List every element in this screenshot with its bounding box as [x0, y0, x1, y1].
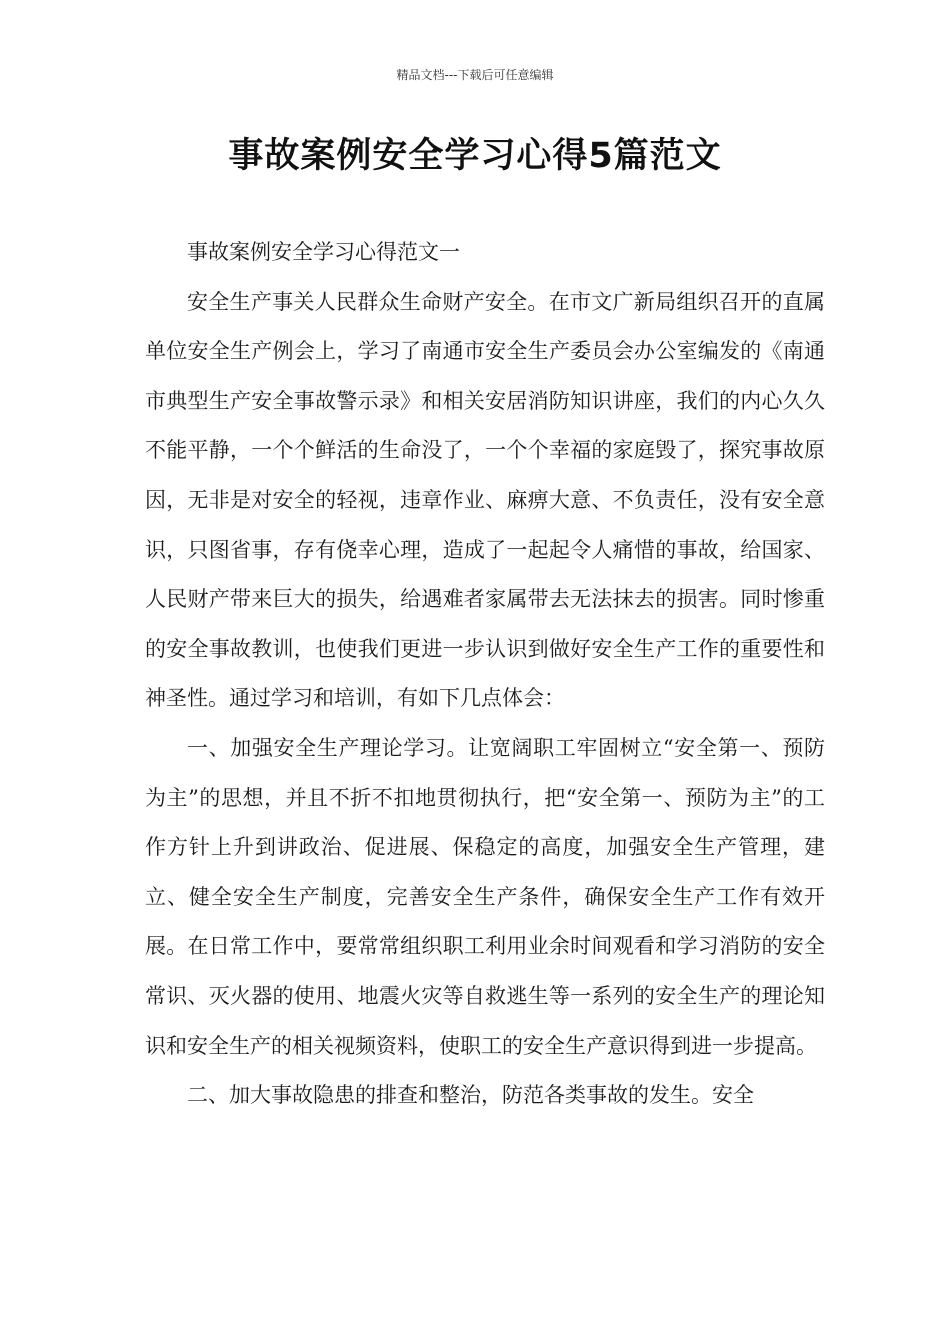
- paragraph: 安全生产事关人民群众生命财产安全。在市文广新局组织召开的直属单位安全生产例会上，学习了南通市安全生产委员会办公室编发的《南通市典型生产安全事故警示录》和相关安居消防知识讲座，我们的内心久久不能平静，一个个鲜活的生命没了，一个个幸福的家庭毁了，探究事故原因，无非是对安全的轻视，违章作业、麻痹大意、不负责任，没有安全意识，只图省事，存有侥幸心理，造成了一起起令人痛惜的事故，给国家、人民财产带来巨大的损失，给遇难者家属带去无法抹去的损害。同时惨重的安全事故教训，也使我们更进一步认识到做好安全生产工作的重要性和神圣性。通过学习和培训，有如下几点体会：: [145, 289, 825, 711]
- header-note: 精品文档---下载后可任意编辑: [396, 68, 554, 82]
- document-body: [145, 228, 825, 1121]
- paragraph: 二、加大事故隐患的排查和整治，防范各类事故的发生。安全: [187, 1083, 754, 1108]
- paragraph: 一、加强安全生产理论学习。让宽阔职工牢固树立“安全第一、预防为主”的思想，并且不折不扣地贯彻执行，把“安全第一、预防为主”的工作方针上升到讲政治、促进展、保稳定的高度，加强安全生产管理，建立、健全安全生产制度，完善安全生产条件，确保安全生产工作有效开展。在日常工作中，要常常组织职工利用业余时间观看和学习消防的安全常识、灭火器的使用、地震火灾等自救逃生等一系列的安全生产的理论知识和安全生产的相关视频资料，使职工的安全生产意识得到进一步提高。: [145, 735, 825, 1058]
- section-heading: 事故案例安全学习心得范文一: [187, 240, 460, 264]
- document-title: 事故案例安全学习心得5篇范文: [228, 136, 722, 176]
